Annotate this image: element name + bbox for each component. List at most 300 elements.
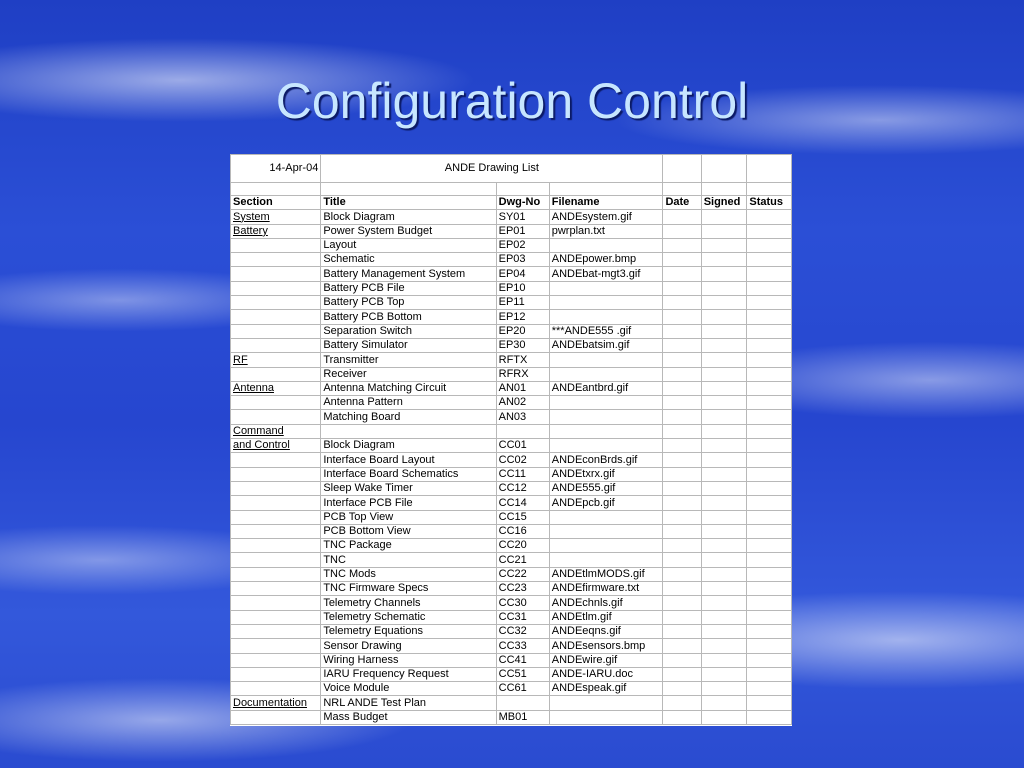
status-cell [747, 696, 792, 710]
signed-cell [701, 210, 747, 224]
signed-cell [701, 296, 747, 310]
table-row [231, 410, 792, 424]
sheet-list-title: ANDE Drawing List [321, 155, 663, 183]
signed-cell [701, 481, 747, 495]
col-header-dwg-no: Dwg-No [496, 196, 549, 210]
signed-cell [701, 567, 747, 581]
filename-cell [549, 410, 663, 424]
date-cell [663, 424, 701, 438]
title-cell: Antenna Matching Circuit [321, 381, 496, 395]
dwg-no-cell: CC30 [496, 596, 549, 610]
section-cell [231, 253, 321, 267]
status-cell [747, 353, 792, 367]
dwg-no-cell: CC31 [496, 610, 549, 624]
status-cell [747, 524, 792, 538]
signed-cell [701, 582, 747, 596]
date-cell [663, 453, 701, 467]
dwg-no-cell: CC23 [496, 582, 549, 596]
table-row [231, 253, 792, 267]
signed-cell [701, 310, 747, 324]
filename-cell [549, 539, 663, 553]
title-cell: Battery Management System [321, 267, 496, 281]
status-cell [747, 582, 792, 596]
col-header-section: Section [231, 196, 321, 210]
status-cell [747, 281, 792, 295]
filename-cell: ANDEsystem.gif [549, 210, 663, 224]
signed-cell [701, 467, 747, 481]
filename-cell: ANDEeqns.gif [549, 624, 663, 638]
status-cell [747, 224, 792, 238]
signed-cell [701, 696, 747, 710]
table-row [231, 539, 792, 553]
title-cell: PCB Top View [321, 510, 496, 524]
date-cell [663, 281, 701, 295]
filename-cell [549, 296, 663, 310]
dwg-no-cell: CC32 [496, 624, 549, 638]
signed-cell [701, 367, 747, 381]
date-cell [663, 267, 701, 281]
table-row [231, 424, 792, 438]
date-cell [663, 324, 701, 338]
filename-cell [549, 367, 663, 381]
date-cell [663, 496, 701, 510]
signed-cell [701, 667, 747, 681]
section-cell: and Control [231, 439, 321, 453]
title-cell: Transmitter [321, 353, 496, 367]
dwg-no-cell: EP04 [496, 267, 549, 281]
status-cell [747, 410, 792, 424]
signed-cell [701, 539, 747, 553]
signed-cell [701, 710, 747, 724]
filename-cell [549, 696, 663, 710]
section-cell: RF [231, 353, 321, 367]
signed-cell [701, 496, 747, 510]
date-cell [663, 338, 701, 352]
status-cell [747, 510, 792, 524]
col-header-filename: Filename [549, 196, 663, 210]
filename-cell [549, 553, 663, 567]
status-cell [747, 296, 792, 310]
dwg-no-cell [496, 424, 549, 438]
section-cell [231, 296, 321, 310]
date-cell [663, 682, 701, 696]
date-cell [663, 439, 701, 453]
col-header-status: Status [747, 196, 792, 210]
status-cell [747, 238, 792, 252]
title-cell: Telemetry Equations [321, 624, 496, 638]
title-cell: TNC [321, 553, 496, 567]
date-cell [663, 610, 701, 624]
dwg-no-cell: SY01 [496, 210, 549, 224]
date-cell [663, 224, 701, 238]
date-cell [663, 467, 701, 481]
status-cell [747, 496, 792, 510]
dwg-no-cell: CC02 [496, 453, 549, 467]
table-row [231, 524, 792, 538]
date-cell [663, 296, 701, 310]
date-cell [663, 524, 701, 538]
dwg-no-cell: CC51 [496, 667, 549, 681]
filename-cell: ANDEbat-mgt3.gif [549, 267, 663, 281]
header-row [231, 196, 792, 210]
title-cell: Sleep Wake Timer [321, 481, 496, 495]
filename-cell [549, 396, 663, 410]
signed-cell [701, 610, 747, 624]
title-cell: Schematic [321, 253, 496, 267]
title-cell: Separation Switch [321, 324, 496, 338]
status-cell [747, 567, 792, 581]
section-cell [231, 524, 321, 538]
signed-cell [701, 653, 747, 667]
title-cell: Telemetry Schematic [321, 610, 496, 624]
signed-cell [701, 381, 747, 395]
dwg-no-cell: EP11 [496, 296, 549, 310]
sheet-title-row [231, 155, 792, 183]
status-cell [747, 667, 792, 681]
filename-cell: ANDEspeak.gif [549, 682, 663, 696]
dwg-no-cell: EP20 [496, 324, 549, 338]
dwg-no-cell: AN02 [496, 396, 549, 410]
signed-cell [701, 453, 747, 467]
filename-cell [549, 281, 663, 295]
title-cell: Matching Board [321, 410, 496, 424]
section-cell [231, 610, 321, 624]
status-cell [747, 610, 792, 624]
dwg-no-cell: EP10 [496, 281, 549, 295]
col-header-signed: Signed [701, 196, 747, 210]
title-cell: Mass Budget [321, 710, 496, 724]
date-cell [663, 367, 701, 381]
signed-cell [701, 324, 747, 338]
status-cell [747, 267, 792, 281]
signed-cell [701, 253, 747, 267]
dwg-no-cell: CC20 [496, 539, 549, 553]
signed-cell [701, 238, 747, 252]
filename-cell: ANDEconBrds.gif [549, 453, 663, 467]
filename-cell: ANDEsensors.bmp [549, 639, 663, 653]
dwg-no-cell: EP30 [496, 338, 549, 352]
filename-cell: ANDEbatsim.gif [549, 338, 663, 352]
section-cell [231, 267, 321, 281]
signed-cell [701, 624, 747, 638]
section-cell [231, 682, 321, 696]
dwg-no-cell: CC33 [496, 639, 549, 653]
table-row [231, 467, 792, 481]
table-row [231, 267, 792, 281]
filename-cell: ANDEchnls.gif [549, 596, 663, 610]
date-cell [663, 410, 701, 424]
section-cell [231, 582, 321, 596]
filename-cell [549, 353, 663, 367]
dwg-no-cell: CC41 [496, 653, 549, 667]
table-row [231, 353, 792, 367]
date-cell [663, 238, 701, 252]
signed-cell [701, 596, 747, 610]
title-cell: Battery PCB Top [321, 296, 496, 310]
status-cell [747, 596, 792, 610]
section-cell [231, 281, 321, 295]
section-cell [231, 410, 321, 424]
section-cell [231, 539, 321, 553]
title-cell: Block Diagram [321, 439, 496, 453]
date-cell [663, 653, 701, 667]
filename-cell: ANDEtlmMODS.gif [549, 567, 663, 581]
table-row [231, 553, 792, 567]
table-row [231, 624, 792, 638]
status-cell [747, 453, 792, 467]
section-cell: Antenna [231, 381, 321, 395]
filename-cell: ANDEpower.bmp [549, 253, 663, 267]
filename-cell: ANDE555.gif [549, 481, 663, 495]
title-cell [321, 424, 496, 438]
title-cell: TNC Firmware Specs [321, 582, 496, 596]
dwg-no-cell: RFTX [496, 353, 549, 367]
title-cell: TNC Mods [321, 567, 496, 581]
status-cell [747, 210, 792, 224]
filename-cell: ANDEantbrd.gif [549, 381, 663, 395]
section-cell [231, 710, 321, 724]
table-row [231, 396, 792, 410]
drawing-list-sheet [230, 154, 792, 726]
filename-cell [549, 439, 663, 453]
filename-cell: ***ANDE555 .gif [549, 324, 663, 338]
filename-cell [549, 310, 663, 324]
blank-row [231, 183, 792, 196]
title-cell: Battery Simulator [321, 338, 496, 352]
signed-cell [701, 639, 747, 653]
title-cell: Interface Board Layout [321, 453, 496, 467]
date-cell [663, 210, 701, 224]
dwg-no-cell: CC14 [496, 496, 549, 510]
date-cell [663, 696, 701, 710]
section-cell [231, 396, 321, 410]
status-cell [747, 338, 792, 352]
signed-cell [701, 553, 747, 567]
date-cell [663, 310, 701, 324]
section-cell [231, 367, 321, 381]
title-cell: Battery PCB File [321, 281, 496, 295]
date-cell [663, 510, 701, 524]
title-cell: Sensor Drawing [321, 639, 496, 653]
title-cell: Interface PCB File [321, 496, 496, 510]
dwg-no-cell: AN03 [496, 410, 549, 424]
section-cell: Documentation [231, 696, 321, 710]
status-cell [747, 324, 792, 338]
date-cell [663, 582, 701, 596]
dwg-no-cell: CC12 [496, 481, 549, 495]
status-cell [747, 710, 792, 724]
title-cell: PCB Bottom View [321, 524, 496, 538]
date-cell [663, 539, 701, 553]
status-cell [747, 481, 792, 495]
signed-cell [701, 439, 747, 453]
date-cell [663, 481, 701, 495]
signed-cell [701, 224, 747, 238]
signed-cell [701, 396, 747, 410]
signed-cell [701, 353, 747, 367]
section-cell [231, 667, 321, 681]
table-row [231, 682, 792, 696]
filename-cell: ANDE-IARU.doc [549, 667, 663, 681]
filename-cell: ANDEfirmware.txt [549, 582, 663, 596]
dwg-no-cell: EP01 [496, 224, 549, 238]
dwg-no-cell: AN01 [496, 381, 549, 395]
title-cell: NRL ANDE Test Plan [321, 696, 496, 710]
section-cell [231, 310, 321, 324]
signed-cell [701, 524, 747, 538]
title-cell: Layout [321, 238, 496, 252]
title-cell: Antenna Pattern [321, 396, 496, 410]
table-row [231, 238, 792, 252]
dwg-no-cell [496, 696, 549, 710]
table-row [231, 453, 792, 467]
status-cell [747, 439, 792, 453]
status-cell [747, 553, 792, 567]
section-cell [231, 496, 321, 510]
table-row [231, 510, 792, 524]
table-row [231, 710, 792, 724]
dwg-no-cell: CC16 [496, 524, 549, 538]
date-cell [663, 353, 701, 367]
date-cell [663, 710, 701, 724]
signed-cell [701, 338, 747, 352]
section-cell [231, 453, 321, 467]
title-cell: Battery PCB Bottom [321, 310, 496, 324]
filename-cell [549, 524, 663, 538]
table-row [231, 281, 792, 295]
section-cell: Battery [231, 224, 321, 238]
date-cell [663, 624, 701, 638]
status-cell [747, 653, 792, 667]
status-cell [747, 639, 792, 653]
filename-cell: ANDEtxrx.gif [549, 467, 663, 481]
table-row [231, 338, 792, 352]
dwg-no-cell: CC15 [496, 510, 549, 524]
table-row [231, 296, 792, 310]
dwg-no-cell: EP03 [496, 253, 549, 267]
section-cell [231, 567, 321, 581]
dwg-no-cell: CC01 [496, 439, 549, 453]
section-cell [231, 510, 321, 524]
title-cell: Receiver [321, 367, 496, 381]
status-cell [747, 424, 792, 438]
status-cell [747, 624, 792, 638]
sheet-date: 14-Apr-04 [231, 155, 321, 183]
table-row [231, 481, 792, 495]
status-cell [747, 467, 792, 481]
table-row [231, 496, 792, 510]
table-row [231, 653, 792, 667]
slide-title: Configuration Control [275, 73, 749, 129]
table-row [231, 439, 792, 453]
date-cell [663, 667, 701, 681]
section-cell [231, 653, 321, 667]
table-row [231, 210, 792, 224]
filename-cell: pwrplan.txt [549, 224, 663, 238]
section-cell [231, 238, 321, 252]
col-header-date: Date [663, 196, 701, 210]
signed-cell [701, 267, 747, 281]
dwg-no-cell: EP02 [496, 238, 549, 252]
date-cell [663, 567, 701, 581]
date-cell [663, 639, 701, 653]
table-row [231, 567, 792, 581]
dwg-no-cell: RFRX [496, 367, 549, 381]
status-cell [747, 253, 792, 267]
status-cell [747, 367, 792, 381]
filename-cell: ANDEtlm.gif [549, 610, 663, 624]
title-cell: TNC Package [321, 539, 496, 553]
filename-cell [549, 510, 663, 524]
table-row [231, 310, 792, 324]
section-cell: Command [231, 424, 321, 438]
section-cell [231, 467, 321, 481]
col-header-title: Title [321, 196, 496, 210]
status-cell [747, 381, 792, 395]
section-cell [231, 596, 321, 610]
title-cell: Interface Board Schematics [321, 467, 496, 481]
dwg-no-cell: CC61 [496, 682, 549, 696]
date-cell [663, 596, 701, 610]
status-cell [747, 682, 792, 696]
filename-cell [549, 238, 663, 252]
signed-cell [701, 682, 747, 696]
section-cell [231, 553, 321, 567]
table-row [231, 667, 792, 681]
drawing-list-table [230, 154, 792, 725]
title-cell: IARU Frequency Request [321, 667, 496, 681]
title-cell: Voice Module [321, 682, 496, 696]
table-row [231, 582, 792, 596]
filename-cell: ANDEwire.gif [549, 653, 663, 667]
signed-cell [701, 410, 747, 424]
table-row [231, 696, 792, 710]
title-cell: Wiring Harness [321, 653, 496, 667]
title-cell: Power System Budget [321, 224, 496, 238]
title-cell: Block Diagram [321, 210, 496, 224]
status-cell [747, 396, 792, 410]
title-cell: Telemetry Channels [321, 596, 496, 610]
table-row [231, 381, 792, 395]
section-cell: System [231, 210, 321, 224]
signed-cell [701, 424, 747, 438]
dwg-no-cell: EP12 [496, 310, 549, 324]
date-cell [663, 553, 701, 567]
table-row [231, 596, 792, 610]
table-row [231, 224, 792, 238]
date-cell [663, 381, 701, 395]
status-cell [747, 539, 792, 553]
filename-cell [549, 710, 663, 724]
status-cell [747, 310, 792, 324]
table-row [231, 610, 792, 624]
signed-cell [701, 281, 747, 295]
dwg-no-cell: MB01 [496, 710, 549, 724]
date-cell [663, 253, 701, 267]
dwg-no-cell: CC22 [496, 567, 549, 581]
table-row [231, 367, 792, 381]
signed-cell [701, 510, 747, 524]
filename-cell: ANDEpcb.gif [549, 496, 663, 510]
dwg-no-cell: CC11 [496, 467, 549, 481]
date-cell [663, 396, 701, 410]
filename-cell [549, 424, 663, 438]
section-cell [231, 324, 321, 338]
section-cell [231, 624, 321, 638]
table-row [231, 324, 792, 338]
section-cell [231, 639, 321, 653]
table-row [231, 639, 792, 653]
